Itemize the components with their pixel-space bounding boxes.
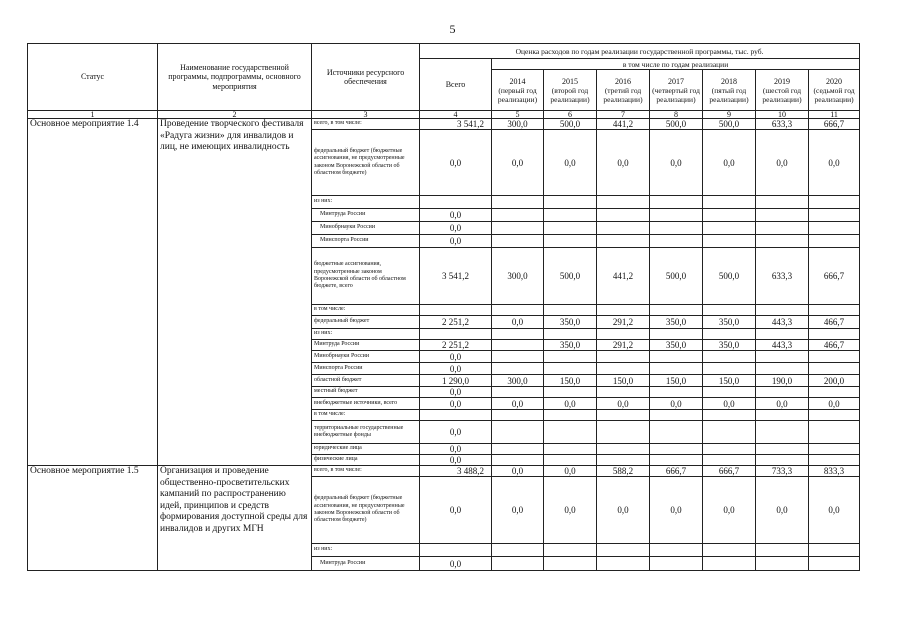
total-cell: 0,0 [420,398,492,410]
year-value-cell [492,387,544,398]
year-value-cell [650,196,703,209]
year-value-cell [597,351,650,363]
total-cell: 0,0 [420,444,492,455]
year-value-cell [492,235,544,248]
year-value-cell [703,455,756,466]
year-value-cell [756,235,809,248]
year-value-cell [703,421,756,444]
total-cell: 0,0 [420,351,492,363]
year-value-cell [703,387,756,398]
year-value-cell: 500,0 [703,248,756,305]
year-value-cell: 441,2 [597,119,650,130]
year-value-cell: 150,0 [597,375,650,387]
year-value-cell [650,363,703,375]
year-value-cell [809,222,860,235]
source-cell: из них: [312,329,420,340]
total-cell: 2 251,2 [420,340,492,351]
year-value-cell: 0,0 [492,130,544,196]
source-cell: Минспорта России [312,363,420,375]
source-cell: Минтруда России [312,209,420,222]
year-value-cell [492,222,544,235]
year-value-cell [492,544,544,557]
source-cell: местный бюджет [312,387,420,398]
source-cell: бюджетные ассигнования, предусмотренные законом Воронежской области об областном бюджете, всего [312,248,420,305]
year-value-cell: 666,7 [809,119,860,130]
table-row [28,119,860,130]
year-value-cell: 0,0 [809,130,860,196]
year-value-cell [597,421,650,444]
column-number: 9 [703,111,756,119]
year-value-cell [703,544,756,557]
year-value-cell: 500,0 [703,119,756,130]
header-estimate: Оценка расходов по годам реализации государственной программы, тыс. руб. [420,44,860,59]
year-value-cell [756,329,809,340]
total-cell: 0,0 [420,209,492,222]
source-cell: федеральный бюджет (бюджетные ассигнования, не предусмотренные законом Воронежской области об областном бюджете) [312,477,420,544]
year-value-cell [756,351,809,363]
year-value-cell: 0,0 [650,398,703,410]
header-year-desc: (пятый год реализации) [709,85,749,104]
page-number: 5 [449,22,456,36]
year-value-cell: 0,0 [650,130,703,196]
year-value-cell: 0,0 [809,477,860,544]
year-value-cell: 588,2 [597,466,650,477]
header-year-desc: (седьмой год реализации) [813,85,855,104]
year-value-cell [703,444,756,455]
year-value-cell [597,444,650,455]
year-value-cell [650,544,703,557]
year-value-cell: 441,2 [597,248,650,305]
year-value-cell [544,235,597,248]
total-cell: 3 488,2 [420,466,492,477]
header-year-label: 2018 [721,76,737,86]
header-total: Всего [420,59,492,111]
year-value-cell: 300,0 [492,375,544,387]
total-cell: 0,0 [420,387,492,398]
year-value-cell [544,196,597,209]
total-cell: 0,0 [420,557,492,571]
year-value-cell [650,455,703,466]
source-cell: из них: [312,544,420,557]
source-cell: в том числе: [312,305,420,316]
year-value-cell [703,305,756,316]
year-value-cell [544,557,597,571]
header-year-2017 [650,70,703,111]
year-value-cell [597,222,650,235]
column-number: 7 [597,111,650,119]
total-cell [420,196,492,209]
year-value-cell: 666,7 [703,466,756,477]
year-value-cell [756,410,809,421]
expenses-table [27,43,860,571]
year-value-cell [703,222,756,235]
status-cell: Основное мероприятие 1.4 [28,119,158,466]
year-value-cell: 0,0 [597,477,650,544]
header-year-label: 2015 [562,76,578,86]
year-value-cell: 0,0 [492,466,544,477]
year-value-cell: 0,0 [492,477,544,544]
year-value-cell: 466,7 [809,316,860,329]
year-value-cell [756,557,809,571]
year-value-cell [492,209,544,222]
year-value-cell: 0,0 [809,398,860,410]
year-value-cell [650,351,703,363]
year-value-cell [650,421,703,444]
header-year-label: 2019 [774,76,790,86]
source-cell: Минобрнауки России [312,222,420,235]
source-cell: юридические лица [312,444,420,455]
total-cell [420,329,492,340]
year-value-cell: 633,3 [756,119,809,130]
year-value-cell [756,209,809,222]
column-number: 6 [544,111,597,119]
year-value-cell [650,235,703,248]
header-by-years: в том числе по годам реализации [492,59,860,70]
year-value-cell [756,363,809,375]
source-cell: всего, в том числе: [312,119,420,130]
table-row [28,466,860,477]
year-value-cell [650,410,703,421]
total-cell: 0,0 [420,235,492,248]
column-number: 11 [809,111,860,119]
year-value-cell [809,455,860,466]
year-value-cell: 0,0 [544,477,597,544]
year-value-cell [703,351,756,363]
year-value-cell [756,444,809,455]
year-value-cell [492,444,544,455]
year-value-cell: 0,0 [597,130,650,196]
total-cell: 0,0 [420,130,492,196]
year-value-cell: 350,0 [703,316,756,329]
year-value-cell [756,222,809,235]
year-value-cell [756,455,809,466]
source-cell: в том числе: [312,410,420,421]
year-value-cell: 350,0 [650,316,703,329]
year-value-cell: 443,3 [756,316,809,329]
year-value-cell: 443,3 [756,340,809,351]
year-value-cell: 300,0 [492,119,544,130]
header-year-label: 2017 [668,76,684,86]
year-value-cell [597,557,650,571]
year-value-cell [809,557,860,571]
year-value-cell [650,444,703,455]
year-value-cell [544,544,597,557]
total-cell: 3 541,2 [420,119,492,130]
total-cell [420,544,492,557]
year-value-cell [544,410,597,421]
year-value-cell [809,544,860,557]
year-value-cell: 0,0 [597,398,650,410]
year-value-cell: 666,7 [650,466,703,477]
year-value-cell [809,235,860,248]
year-value-cell: 0,0 [492,316,544,329]
year-value-cell [703,363,756,375]
year-value-cell: 150,0 [544,375,597,387]
year-value-cell [650,209,703,222]
year-value-cell [492,557,544,571]
year-value-cell [544,421,597,444]
year-value-cell [544,351,597,363]
event-name-cell: Организация и проведение общественно-просветительских кампаний по распространению идей, принципов и средств формирования доступной среды для инвалидов и других МГН [158,466,312,571]
year-value-cell: 0,0 [544,466,597,477]
year-value-cell: 833,3 [809,466,860,477]
total-cell: 2 251,2 [420,316,492,329]
column-number: 2 [158,111,312,119]
year-value-cell [544,387,597,398]
year-value-cell: 150,0 [703,375,756,387]
year-value-cell [492,421,544,444]
year-value-cell [492,329,544,340]
year-value-cell [703,196,756,209]
year-value-cell: 0,0 [756,130,809,196]
source-cell: федеральный бюджет [312,316,420,329]
total-cell: 0,0 [420,421,492,444]
total-cell: 3 541,2 [420,248,492,305]
header-year-label: 2014 [509,76,526,86]
year-value-cell [703,235,756,248]
year-value-cell [544,329,597,340]
year-value-cell [809,421,860,444]
header-year-2015 [544,70,597,111]
source-cell: территориальные государственные внебюджетные фонды [312,421,420,444]
header-source: Источники ресурсного обеспечения [312,44,420,111]
year-value-cell: 0,0 [703,477,756,544]
year-value-cell: 0,0 [703,398,756,410]
year-value-cell [809,329,860,340]
header-year-2020 [809,70,860,111]
year-value-cell [492,305,544,316]
year-value-cell [597,209,650,222]
year-value-cell: 350,0 [650,340,703,351]
year-value-cell [756,544,809,557]
year-value-cell: 0,0 [544,398,597,410]
column-number: 8 [650,111,703,119]
header-year-desc: (шестой год реализации) [762,85,802,104]
year-value-cell: 200,0 [809,375,860,387]
year-value-cell [809,387,860,398]
year-value-cell [492,340,544,351]
header-year-label: 2020 [826,76,843,86]
year-value-cell: 291,2 [597,340,650,351]
header-year-desc: (четвертый год реализации) [652,85,700,104]
column-number: 4 [420,111,492,119]
year-value-cell: 0,0 [650,477,703,544]
year-value-cell [703,209,756,222]
source-cell: физические лица [312,455,420,466]
year-value-cell [492,410,544,421]
source-cell: федеральный бюджет (бюджетные ассигнования, не предусмотренные законом Воронежской области об областном бюджете) [312,130,420,196]
year-value-cell [756,387,809,398]
column-number: 3 [312,111,420,119]
year-value-cell [756,196,809,209]
header-year-2016 [597,70,650,111]
source-cell: Минспорта России [312,235,420,248]
year-value-cell [492,351,544,363]
header-year-desc: (второй год реализации) [550,85,590,104]
header-name: Наименование государственной программы, подпрограммы, основного мероприятия [158,44,312,111]
total-cell: 0,0 [420,477,492,544]
header-year-label: 2016 [615,76,631,86]
year-value-cell: 500,0 [544,119,597,130]
header-year-2019 [756,70,809,111]
total-cell [420,410,492,421]
source-cell: из них: [312,196,420,209]
year-value-cell [597,410,650,421]
year-value-cell [544,209,597,222]
year-value-cell [544,363,597,375]
event-name-cell: Проведение творческого фестиваля «Радуга жизни» для инвалидов и лиц, не имеющих инвалидность [158,119,312,466]
year-value-cell: 150,0 [650,375,703,387]
year-value-cell: 500,0 [544,248,597,305]
year-value-cell [650,557,703,571]
year-value-cell: 350,0 [544,340,597,351]
year-value-cell: 291,2 [597,316,650,329]
column-number: 10 [756,111,809,119]
year-value-cell: 0,0 [756,398,809,410]
year-value-cell [809,209,860,222]
year-value-cell [809,410,860,421]
status-cell: Основное мероприятие 1.5 [28,466,158,571]
year-value-cell: 0,0 [544,130,597,196]
total-cell: 1 290,0 [420,375,492,387]
header-status: Статус [28,44,158,111]
year-value-cell: 0,0 [756,477,809,544]
source-cell: Минтруда России [312,557,420,571]
year-value-cell [492,196,544,209]
source-cell: Минобрнауки России [312,351,420,363]
year-value-cell [492,363,544,375]
source-cell: областной бюджет [312,375,420,387]
year-value-cell [597,387,650,398]
year-value-cell [650,329,703,340]
year-value-cell [809,196,860,209]
total-cell: 0,0 [420,455,492,466]
year-value-cell [809,363,860,375]
year-value-cell [756,421,809,444]
year-value-cell [597,363,650,375]
year-value-cell [809,305,860,316]
source-cell: Минтруда России [312,340,420,351]
year-value-cell: 300,0 [492,248,544,305]
header-year-2014 [492,70,544,111]
year-value-cell [756,305,809,316]
year-value-cell [597,235,650,248]
column-number: 5 [492,111,544,119]
total-cell: 0,0 [420,222,492,235]
total-cell: 0,0 [420,363,492,375]
header-year-2018 [703,70,756,111]
year-value-cell [597,329,650,340]
year-value-cell [809,444,860,455]
year-value-cell: 666,7 [809,248,860,305]
year-value-cell [492,455,544,466]
year-value-cell [650,305,703,316]
year-value-cell [597,196,650,209]
header-year-desc: (третий год реализации) [603,85,643,104]
source-cell: внебюджетные источники, всего [312,398,420,410]
year-value-cell [703,329,756,340]
year-value-cell [650,222,703,235]
year-value-cell [703,557,756,571]
year-value-cell [809,351,860,363]
year-value-cell: 0,0 [703,130,756,196]
year-value-cell [544,222,597,235]
year-value-cell [597,305,650,316]
year-value-cell: 0,0 [492,398,544,410]
year-value-cell [544,455,597,466]
year-value-cell: 350,0 [544,316,597,329]
year-value-cell: 350,0 [703,340,756,351]
year-value-cell: 500,0 [650,119,703,130]
year-value-cell: 633,3 [756,248,809,305]
column-number: 1 [28,111,158,119]
header-year-desc: (первый год реализации) [497,85,538,104]
year-value-cell [597,455,650,466]
year-value-cell: 733,3 [756,466,809,477]
year-value-cell: 190,0 [756,375,809,387]
total-cell [420,305,492,316]
year-value-cell [544,305,597,316]
year-value-cell [703,410,756,421]
year-value-cell [544,444,597,455]
source-cell: всего, в том числе: [312,466,420,477]
year-value-cell: 466,7 [809,340,860,351]
year-value-cell [650,387,703,398]
year-value-cell: 500,0 [650,248,703,305]
year-value-cell [597,544,650,557]
